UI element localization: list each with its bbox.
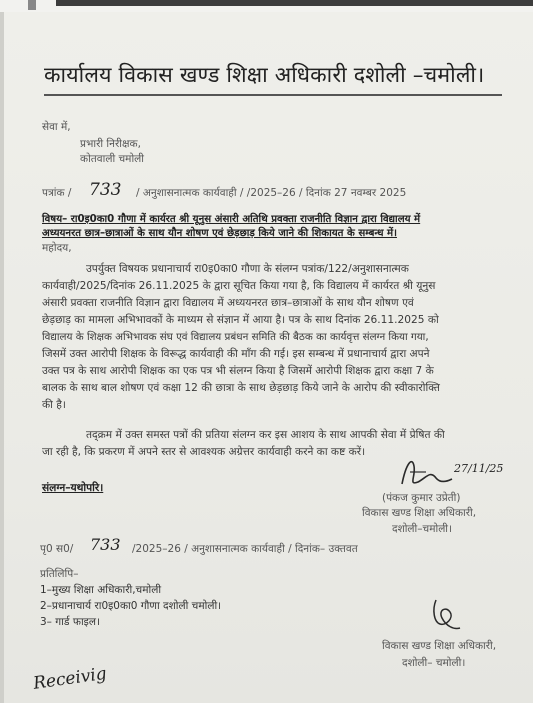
para1-line-4: छेड़छाड़ का मामला अभिभावकों के माध्यम से संज्ञान में आया है। पत्र के साथ दिनांक 26.11.2025 को — [42, 314, 439, 326]
reference-rest: / अनुशासनात्मक कार्यवाही / /2025–26 / दिनांक 27 नवम्बर 2025 — [136, 187, 407, 199]
para1-line-8: बालक के साथ बाल शोषण एवं कक्षा 12 की छात्रा के साथ छेड़छाड़ किये जाने के आरोप की स्वीकारोक्ति — [42, 382, 440, 394]
photo-top-edge — [0, 0, 533, 12]
para1-line-2: कार्यवाही/2025/दिनांक 26.11.2025 के द्वारा सूचित किया गया है, कि विद्यालय में कार्यरत श्री यूनुस — [42, 280, 436, 292]
para1-line-9: की है। — [42, 399, 66, 411]
photo-dark-strip — [56, 0, 533, 6]
para1-line-5: विद्यालय के शिक्षक अभिभावक संघ एवं विद्यालय प्रबंधन समिति की बैठक का कार्यवृत्त संलग्न किया गया, — [42, 331, 429, 343]
para2-line-1: तद्क्रम में उक्त समस्त पत्रों की प्रतिया संलग्न कर इस आशय के साथ आपकी सेवा में प्रेषित की — [86, 429, 445, 441]
received-handwritten-note: Receivig — [32, 663, 108, 694]
endorsement-prefix: पृ0 स0/ — [40, 543, 74, 555]
title-underline — [44, 94, 502, 96]
photo-corner-mark — [28, 0, 36, 10]
copies-item-3: 3– गार्ड फाइल। — [40, 616, 100, 628]
addressee-line-2: प्रभारी निरीक्षक, — [80, 138, 141, 150]
subject-line-1: विषय– रा0इ0का0 गौणा में कार्यरत श्री यूनुस अंसारी अतिथि प्रवक्ता राजनीति विज्ञान द्वारा विद्यालय में — [42, 214, 421, 225]
para1-line-6: जिसमें उक्त आरोपी शिक्षक के विरूद्ध कार्यवाही की माँग की गई। इस सम्बन्ध में प्रधानाचार्य द्वारा अपने — [42, 348, 430, 360]
subject-line-2: अध्ययनरत छात्र–छात्राओं के साथ यौन शोषण एवं छेड़छाड़ किये जाने की शिकायत के सम्बन्ध में। — [42, 228, 397, 239]
signature-initials — [424, 594, 468, 634]
copies-item-2: 2–प्रधानाचार्य रा0इ0का0 गौणा दशोली चमोली। — [40, 600, 222, 612]
signatory-designation: विकास खण्ड शिक्षा अधिकारी, — [362, 507, 477, 519]
letter-page — [4, 12, 533, 703]
endorsement-rest: /2025–26 / अनुशासनात्मक कार्यवाही / दिनांक– उक्तवत — [132, 543, 358, 555]
salutation: महोदय, — [42, 242, 72, 254]
copies-label: प्रतिलिपि– — [40, 568, 79, 580]
para2-line-2: जा रही है, कि प्रकरण में अपने स्तर से आवश्यक अग्रेत्तर कार्यवाही करने का कष्ट करें। — [42, 446, 366, 458]
signatory-name: (पंकज कुमार उप्रेती) — [382, 492, 461, 504]
para1-line-3: अंसारी प्रवक्ता राजनीति विज्ञान द्वारा विद्यालय में अध्ययनरत छात्र–छात्राओं के साथ यौन शोषण एवं — [42, 297, 414, 309]
office-title: कार्यालय विकास खण्ड शिक्षा अधिकारी दशोली –चमोली। — [44, 63, 485, 88]
signatory-place: दशोली–चमोली। — [392, 523, 453, 535]
addressee-line-3: कोतवाली चमोली — [80, 153, 145, 165]
reference-label: पत्रांक / — [42, 187, 72, 199]
reference-number: 733 — [89, 180, 122, 200]
signatory2-place: दशोली– चमोली। — [402, 657, 466, 669]
addressee-line-1: सेवा में, — [42, 121, 71, 133]
signature-date: 27/11/25 — [454, 462, 504, 475]
para1-line-1: उपर्युक्त विषयक प्रधानाचार्य रा0इ0का0 गौणा के संलग्न पत्रांक/122/अनुशासनात्मक — [86, 263, 409, 275]
para1-line-7: उक्त पत्र के साथ आरोपी शिक्षक का एक पत्र भी संलग्न किया है जिसमें आरोपी शिक्षक द्वारा कक्षा 7 के — [42, 365, 434, 377]
copies-item-1: 1–मुख्य शिक्षा अधिकारी,चमोली — [40, 584, 162, 596]
enclosure-note: संलग्न–यथोपरि। — [42, 482, 104, 494]
signatory2-designation: विकास खण्ड शिक्षा अधिकारी, — [382, 640, 497, 652]
endorsement-number: 733 — [90, 535, 121, 554]
